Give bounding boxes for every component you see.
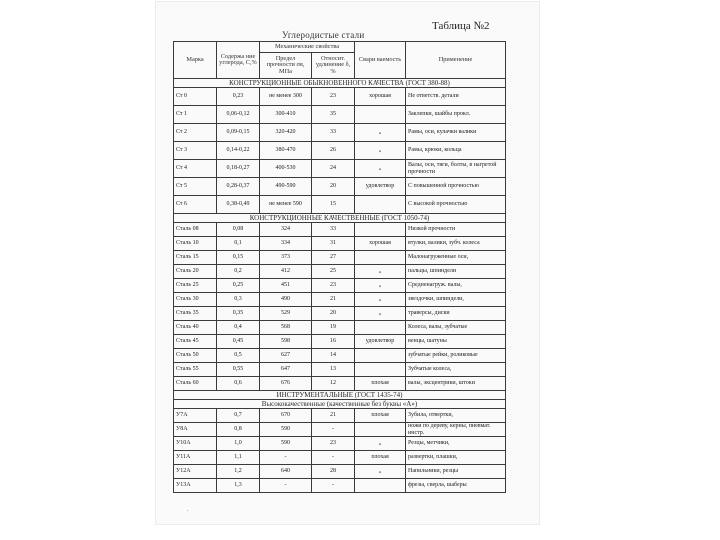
- cell-carbon: 1,3: [217, 479, 260, 493]
- cell-mark: У7А: [174, 409, 217, 423]
- cell-carbon: 1,2: [217, 465, 260, 479]
- col-application: Применение: [406, 42, 506, 79]
- cell-elongation: 15: [312, 196, 355, 214]
- cell-carbon: 0,23: [217, 88, 260, 106]
- cell-elongation: 24: [312, 160, 355, 178]
- cell-elongation: 26: [312, 142, 355, 160]
- section-subtitle: Высококачественные (качественные без буквы «А»): [174, 400, 506, 409]
- cell-weldability: „: [355, 307, 406, 321]
- cell-mark: У13А: [174, 479, 217, 493]
- cell-elongation: 31: [312, 237, 355, 251]
- cell-weldability: „: [355, 124, 406, 142]
- cell-weldability: удовлетвор: [355, 335, 406, 349]
- cell-strength: 373: [260, 251, 312, 265]
- cell-weldability: [355, 363, 406, 377]
- cell-application: фрезы, сверла, шаберы: [406, 479, 506, 493]
- table-row: [174, 196, 506, 214]
- col-weldability: Свари ваемость: [355, 42, 406, 79]
- table-header: [174, 42, 506, 79]
- cell-carbon: 1,1: [217, 451, 260, 465]
- cell-elongation: 27: [312, 251, 355, 265]
- cell-weldability: [355, 196, 406, 214]
- table-row: [174, 142, 506, 160]
- section-header: [174, 391, 506, 400]
- cell-elongation: 16: [312, 335, 355, 349]
- cell-elongation: -: [312, 479, 355, 493]
- col-elongation: Относит. удлинение δ, %: [312, 53, 355, 79]
- cell-application: Не ответств. детали: [406, 88, 506, 106]
- section-title: КОНСТРУКЦИОННЫЕ КАЧЕСТВЕННЫЕ (ГОСТ 1050-74): [174, 214, 506, 223]
- cell-application: Резцы, метчики,: [406, 437, 506, 451]
- cell-application: развертки, плашки,: [406, 451, 506, 465]
- table-row: [174, 363, 506, 377]
- cell-mark: Ст 2: [174, 124, 217, 142]
- cell-mark: Сталь 55: [174, 363, 217, 377]
- cell-weldability: [355, 423, 406, 437]
- table-row: [174, 423, 506, 437]
- page-mark: .: [187, 507, 189, 513]
- cell-elongation: 23: [312, 88, 355, 106]
- cell-elongation: 23: [312, 437, 355, 451]
- cell-application: втулки, валики, зубч. колеса: [406, 237, 506, 251]
- cell-carbon: 0,45: [217, 335, 260, 349]
- cell-mark: Сталь 50: [174, 349, 217, 363]
- cell-elongation: -: [312, 451, 355, 465]
- cell-mark: Сталь 20: [174, 265, 217, 279]
- cell-carbon: 1,0: [217, 437, 260, 451]
- cell-application: Малонагруженные оси,: [406, 251, 506, 265]
- cell-strength: 334: [260, 237, 312, 251]
- cell-carbon: 0,14-0,22: [217, 142, 260, 160]
- cell-carbon: 0,6: [217, 377, 260, 391]
- cell-application: Зубила, отвертки,: [406, 409, 506, 423]
- cell-strength: 590: [260, 437, 312, 451]
- cell-weldability: „: [355, 437, 406, 451]
- cell-elongation: 25: [312, 265, 355, 279]
- cell-mark: Сталь 60: [174, 377, 217, 391]
- cell-mark: У8А: [174, 423, 217, 437]
- cell-mark: Ст 5: [174, 178, 217, 196]
- cell-application: зубчатые рейки, роликовые: [406, 349, 506, 363]
- steel-table: [173, 41, 506, 493]
- cell-weldability: хорошая: [355, 237, 406, 251]
- col-strength: Предел прочности σв, МПа: [260, 53, 312, 79]
- cell-carbon: 0,18-0,27: [217, 160, 260, 178]
- cell-carbon: 0,38-0,49: [217, 196, 260, 214]
- cell-application: Низкой прочности: [406, 223, 506, 237]
- table-row: [174, 265, 506, 279]
- cell-application: С повышенной прочностью: [406, 178, 506, 196]
- cell-mark: Ст 1: [174, 106, 217, 124]
- cell-elongation: 33: [312, 223, 355, 237]
- cell-carbon: 0,25: [217, 279, 260, 293]
- cell-strength: не менее 590: [260, 196, 312, 214]
- cell-elongation: 12: [312, 377, 355, 391]
- section-title: ИНСТРУМЕНТАЛЬНЫЕ (ГОСТ 1435-74): [174, 391, 506, 400]
- cell-carbon: 0,09-0,15: [217, 124, 260, 142]
- table-row: [174, 223, 506, 237]
- table-row: [174, 409, 506, 423]
- table-row: [174, 279, 506, 293]
- table-row: [174, 465, 506, 479]
- cell-application: звездочки, шпиндели,: [406, 293, 506, 307]
- cell-weldability: [355, 223, 406, 237]
- cell-mark: Ст 6: [174, 196, 217, 214]
- table-row: [174, 479, 506, 493]
- cell-elongation: 33: [312, 124, 355, 142]
- cell-weldability: [355, 479, 406, 493]
- cell-elongation: 23: [312, 279, 355, 293]
- cell-application: Напильники, резцы: [406, 465, 506, 479]
- cell-strength: 320-420: [260, 124, 312, 142]
- cell-weldability: „: [355, 279, 406, 293]
- cell-weldability: „: [355, 265, 406, 279]
- table-row: [174, 160, 506, 178]
- cell-elongation: 19: [312, 321, 355, 335]
- table-row: [174, 451, 506, 465]
- cell-carbon: 0,2: [217, 265, 260, 279]
- col-mark: Марка: [174, 42, 217, 79]
- table-row: [174, 124, 506, 142]
- cell-weldability: „: [355, 160, 406, 178]
- cell-carbon: 0,1: [217, 237, 260, 251]
- cell-mark: Сталь 08: [174, 223, 217, 237]
- cell-application: С высокой прочностью: [406, 196, 506, 214]
- cell-application: пальцы, шпиндели: [406, 265, 506, 279]
- cell-weldability: [355, 251, 406, 265]
- cell-elongation: -: [312, 423, 355, 437]
- cell-weldability: „: [355, 142, 406, 160]
- table-row: [174, 251, 506, 265]
- table-row: [174, 321, 506, 335]
- table-row: [174, 437, 506, 451]
- cell-strength: 647: [260, 363, 312, 377]
- cell-strength: 627: [260, 349, 312, 363]
- cell-weldability: [355, 349, 406, 363]
- section-header: [174, 79, 506, 88]
- section-title: КОНСТРУКЦИОННЫЕ ОБЫКНОВЕННОГО КАЧЕСТВА (ГОСТ 380-88): [174, 79, 506, 88]
- cell-mark: Сталь 25: [174, 279, 217, 293]
- cell-weldability: [355, 106, 406, 124]
- cell-application: ножи по дереву, керны, пневмат. инстр.: [406, 423, 506, 437]
- cell-strength: 590: [260, 423, 312, 437]
- cell-weldability: хорошая: [355, 88, 406, 106]
- cell-strength: не менее 300: [260, 88, 312, 106]
- cell-strength: 640: [260, 465, 312, 479]
- table-row: [174, 293, 506, 307]
- table-row: [174, 335, 506, 349]
- cell-mark: Сталь 15: [174, 251, 217, 265]
- cell-mark: У10А: [174, 437, 217, 451]
- cell-weldability: удовлетвор: [355, 178, 406, 196]
- cell-mark: Ст 0: [174, 88, 217, 106]
- cell-carbon: 0,55: [217, 363, 260, 377]
- cell-strength: 529: [260, 307, 312, 321]
- cell-elongation: 20: [312, 307, 355, 321]
- cell-elongation: 20: [312, 178, 355, 196]
- cell-elongation: 21: [312, 409, 355, 423]
- cell-strength: -: [260, 451, 312, 465]
- cell-carbon: 0,3: [217, 293, 260, 307]
- cell-application: Заклепки, шайбы прокл.: [406, 106, 506, 124]
- cell-mark: У11А: [174, 451, 217, 465]
- cell-mark: Ст 4: [174, 160, 217, 178]
- cell-elongation: 13: [312, 363, 355, 377]
- section-subheader: [174, 400, 506, 409]
- cell-strength: 412: [260, 265, 312, 279]
- cell-carbon: 0,8: [217, 423, 260, 437]
- cell-strength: 300-410: [260, 106, 312, 124]
- section-header: [174, 214, 506, 223]
- cell-strength: 380-470: [260, 142, 312, 160]
- table-body: [174, 79, 506, 493]
- cell-carbon: 0,7: [217, 409, 260, 423]
- cell-weldability: плохая: [355, 377, 406, 391]
- cell-elongation: 28: [312, 465, 355, 479]
- cell-mark: Сталь 30: [174, 293, 217, 307]
- cell-application: траверсы, диски: [406, 307, 506, 321]
- cell-strength: 670: [260, 409, 312, 423]
- cell-weldability: „: [355, 465, 406, 479]
- table-row: [174, 106, 506, 124]
- cell-elongation: 35: [312, 106, 355, 124]
- cell-application: Средненагруж. валы,: [406, 279, 506, 293]
- cell-weldability: [355, 321, 406, 335]
- cell-mark: У12А: [174, 465, 217, 479]
- cell-application: валы, эксцентрики, штоки: [406, 377, 506, 391]
- cell-application: Валы, оси, тяги, болты, в нагретой прочности: [406, 160, 506, 178]
- page-title: Углеродистые стали: [282, 30, 365, 40]
- cell-mark: Ст 3: [174, 142, 217, 160]
- cell-strength: 676: [260, 377, 312, 391]
- table-row: [174, 349, 506, 363]
- cell-strength: 490: [260, 293, 312, 307]
- cell-application: Рамы, оси, кулачки валики: [406, 124, 506, 142]
- cell-carbon: 0,06-0,12: [217, 106, 260, 124]
- cell-mark: Сталь 40: [174, 321, 217, 335]
- cell-carbon: 0,15: [217, 251, 260, 265]
- cell-mark: Сталь 35: [174, 307, 217, 321]
- cell-elongation: 14: [312, 349, 355, 363]
- cell-application: Зубчатые колеса,: [406, 363, 506, 377]
- cell-application: Колеса, валы, зубчатые: [406, 321, 506, 335]
- cell-strength: 598: [260, 335, 312, 349]
- col-mech-group: Механические свойства: [260, 42, 355, 53]
- cell-weldability: плохая: [355, 451, 406, 465]
- col-carbon: Содержа ние углерода, С,%: [217, 42, 260, 79]
- table-number: Таблица №2: [432, 20, 490, 32]
- cell-strength: -: [260, 479, 312, 493]
- cell-carbon: 0,35: [217, 307, 260, 321]
- cell-application: венцы, шатуны: [406, 335, 506, 349]
- cell-strength: 400-530: [260, 160, 312, 178]
- cell-strength: 490-590: [260, 178, 312, 196]
- cell-weldability: „: [355, 293, 406, 307]
- cell-carbon: 0,28-0,37: [217, 178, 260, 196]
- cell-strength: 568: [260, 321, 312, 335]
- cell-strength: 451: [260, 279, 312, 293]
- table-row: [174, 237, 506, 251]
- cell-elongation: 21: [312, 293, 355, 307]
- table-row: [174, 88, 506, 106]
- table-row: [174, 178, 506, 196]
- cell-carbon: 0,5: [217, 349, 260, 363]
- cell-mark: Сталь 10: [174, 237, 217, 251]
- cell-weldability: плохая: [355, 409, 406, 423]
- cell-strength: 324: [260, 223, 312, 237]
- table-row: [174, 377, 506, 391]
- cell-mark: Сталь 45: [174, 335, 217, 349]
- cell-carbon: 0,4: [217, 321, 260, 335]
- cell-carbon: 0,08: [217, 223, 260, 237]
- cell-application: Рамы, крюки, кольца: [406, 142, 506, 160]
- table-row: [174, 307, 506, 321]
